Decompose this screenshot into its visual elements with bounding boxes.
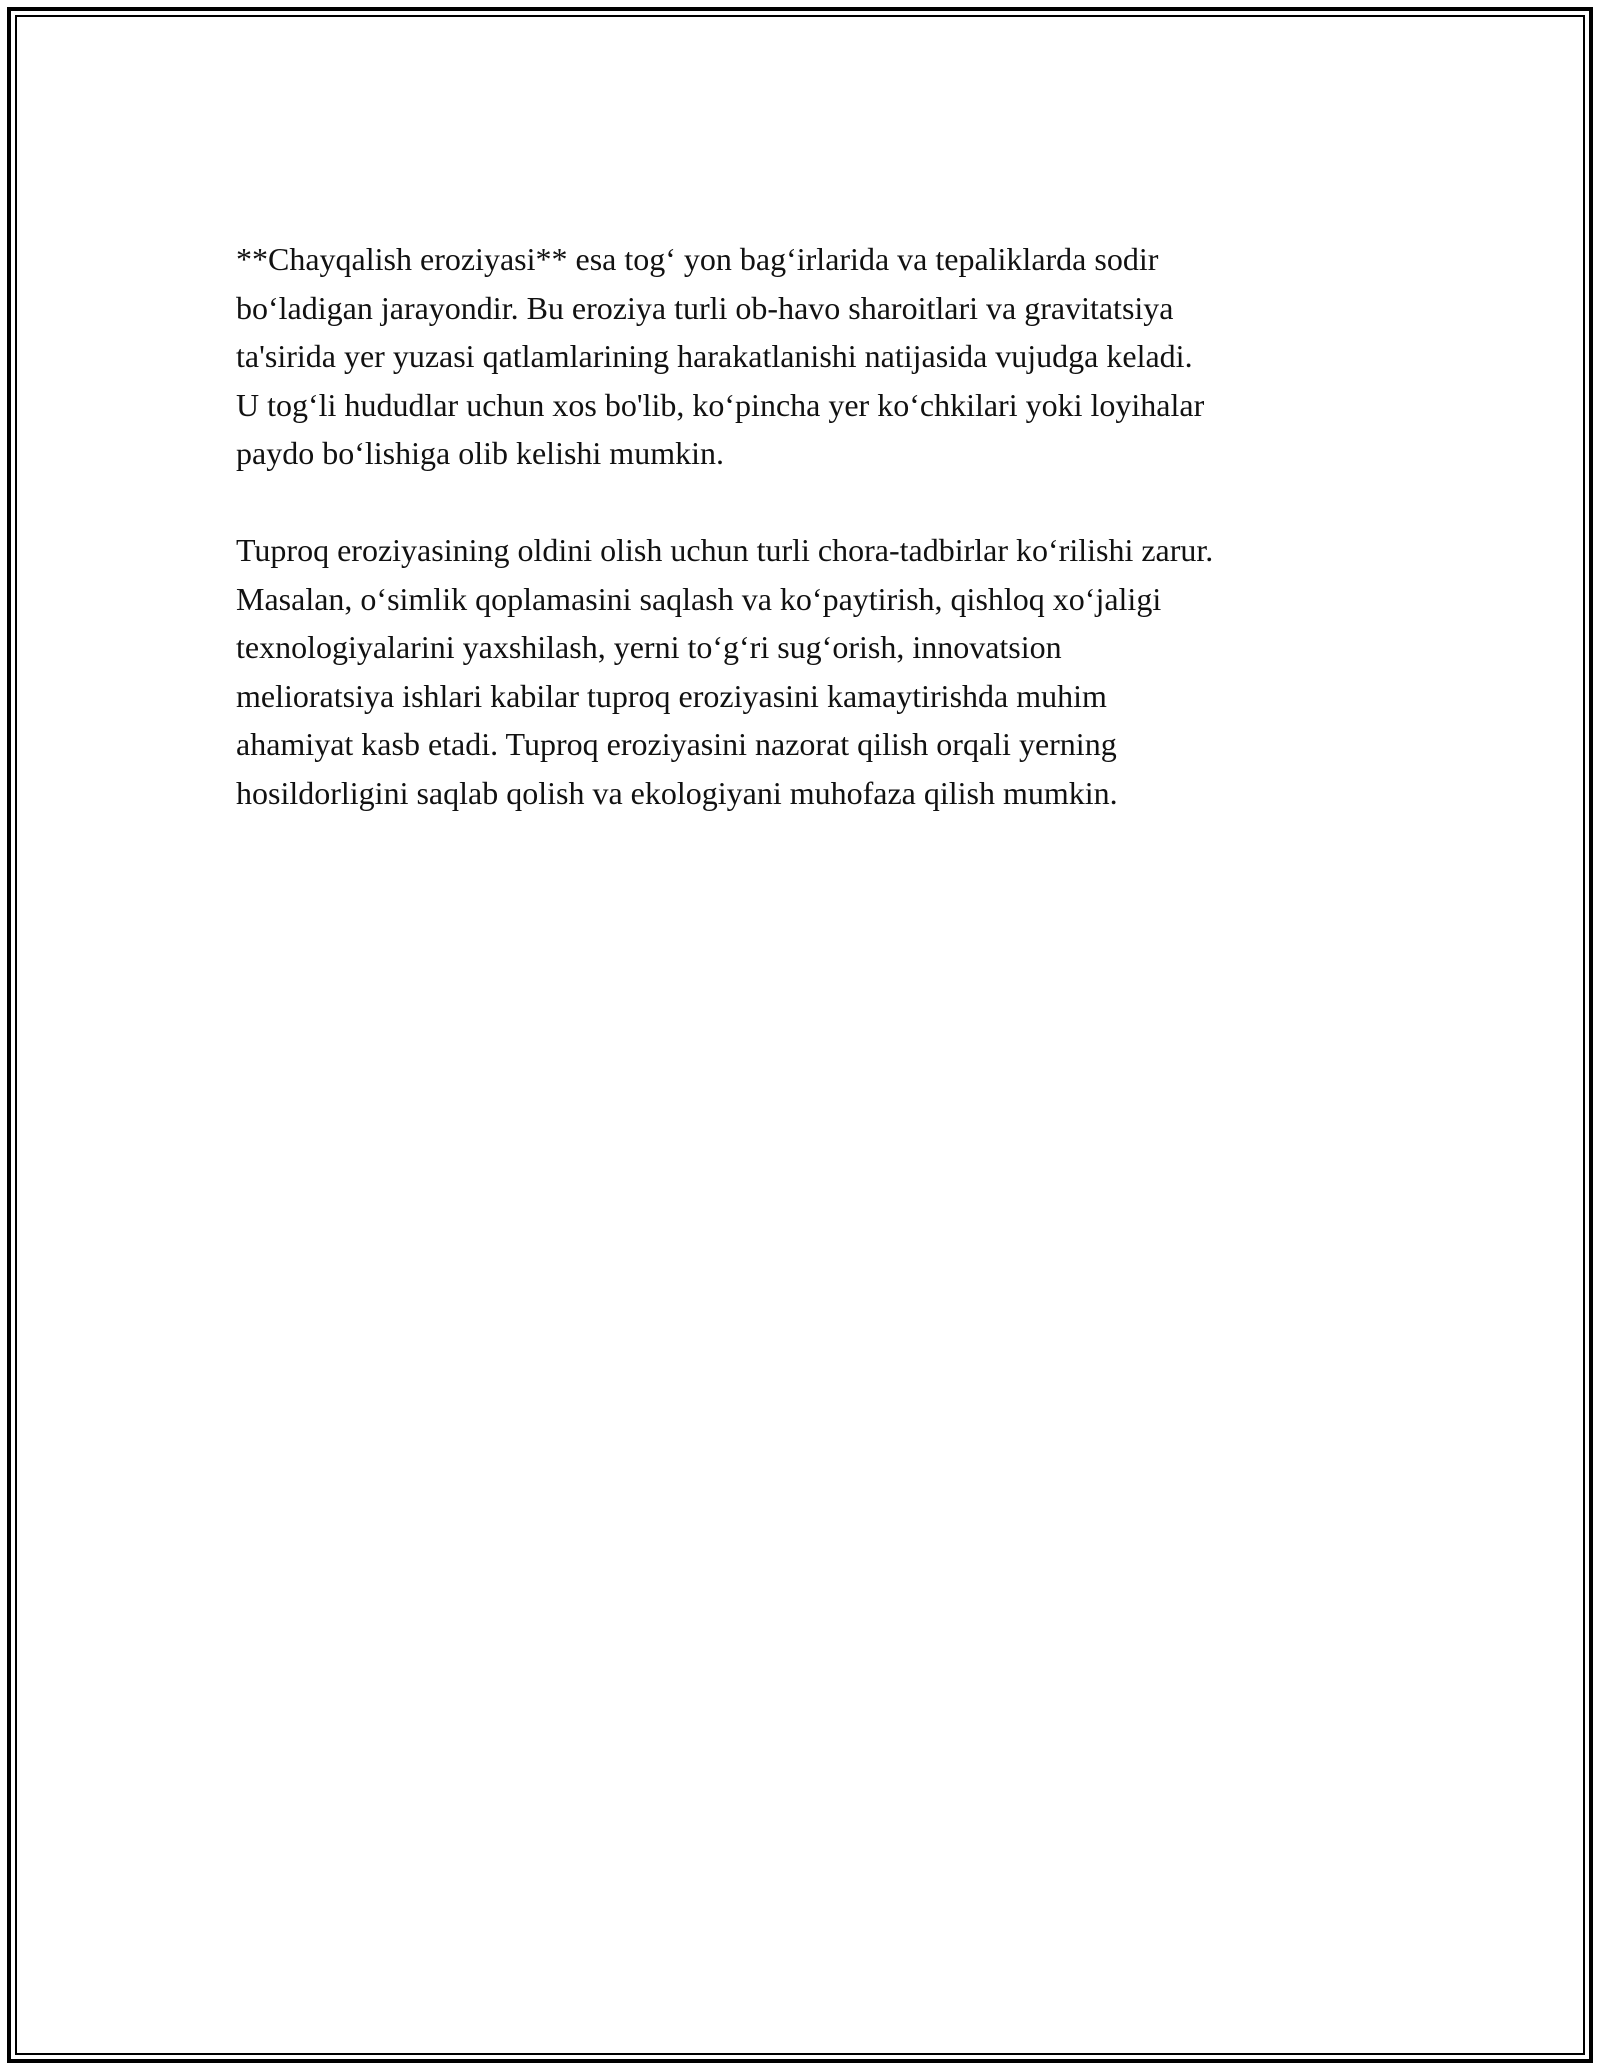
- text-line: texnologiyalarini yaxshilash, yerni to‘g‘ri sug‘orish, innovatsion: [236, 629, 1062, 665]
- text-line: ta'sirida yer yuzasi qatlamlarining harakatlanishi natijasida vujudga keladi.: [236, 338, 1193, 374]
- text-line: U tog‘li hududlar uchun xos bo'lib, ko‘pincha yer ko‘chkilari yoki loyihalar: [236, 386, 1205, 423]
- text-line: paydo bo‘lishiga olib kelishi mumkin.: [236, 435, 724, 471]
- paragraph-erosion-prevention: [236, 526, 1386, 817]
- text-line: hosildorligini saqlab qolish va ekologiyani muhofaza qilish mumkin.: [236, 774, 1118, 811]
- document-body: [236, 235, 1386, 817]
- text-line: ahamiyat kasb etadi. Tuproq eroziyasini nazorat qilish orqali yerning: [236, 726, 1117, 762]
- text-line: Tuproq eroziyasining oldini olish uchun turli chora-tadbirlar ko‘rilishi zarur.: [236, 532, 1214, 568]
- text-line: Masalan, o‘simlik qoplamasini saqlash va ko‘paytirish, qishloq xo‘jaligi: [236, 580, 1162, 617]
- paragraph-chayqalish-erosion: [236, 235, 1386, 478]
- text-line: **Chayqalish eroziyasi** esa tog‘ yon bag‘irlarida va tepaliklarda sodir: [236, 241, 1159, 277]
- text-line: melioratsiya ishlari kabilar tuproq eroziyasini kamaytirishda muhim: [236, 677, 1107, 714]
- text-line: bo‘ladigan jarayondir. Bu eroziya turli ob-havo sharoitlari va gravitatsiya: [236, 289, 1174, 326]
